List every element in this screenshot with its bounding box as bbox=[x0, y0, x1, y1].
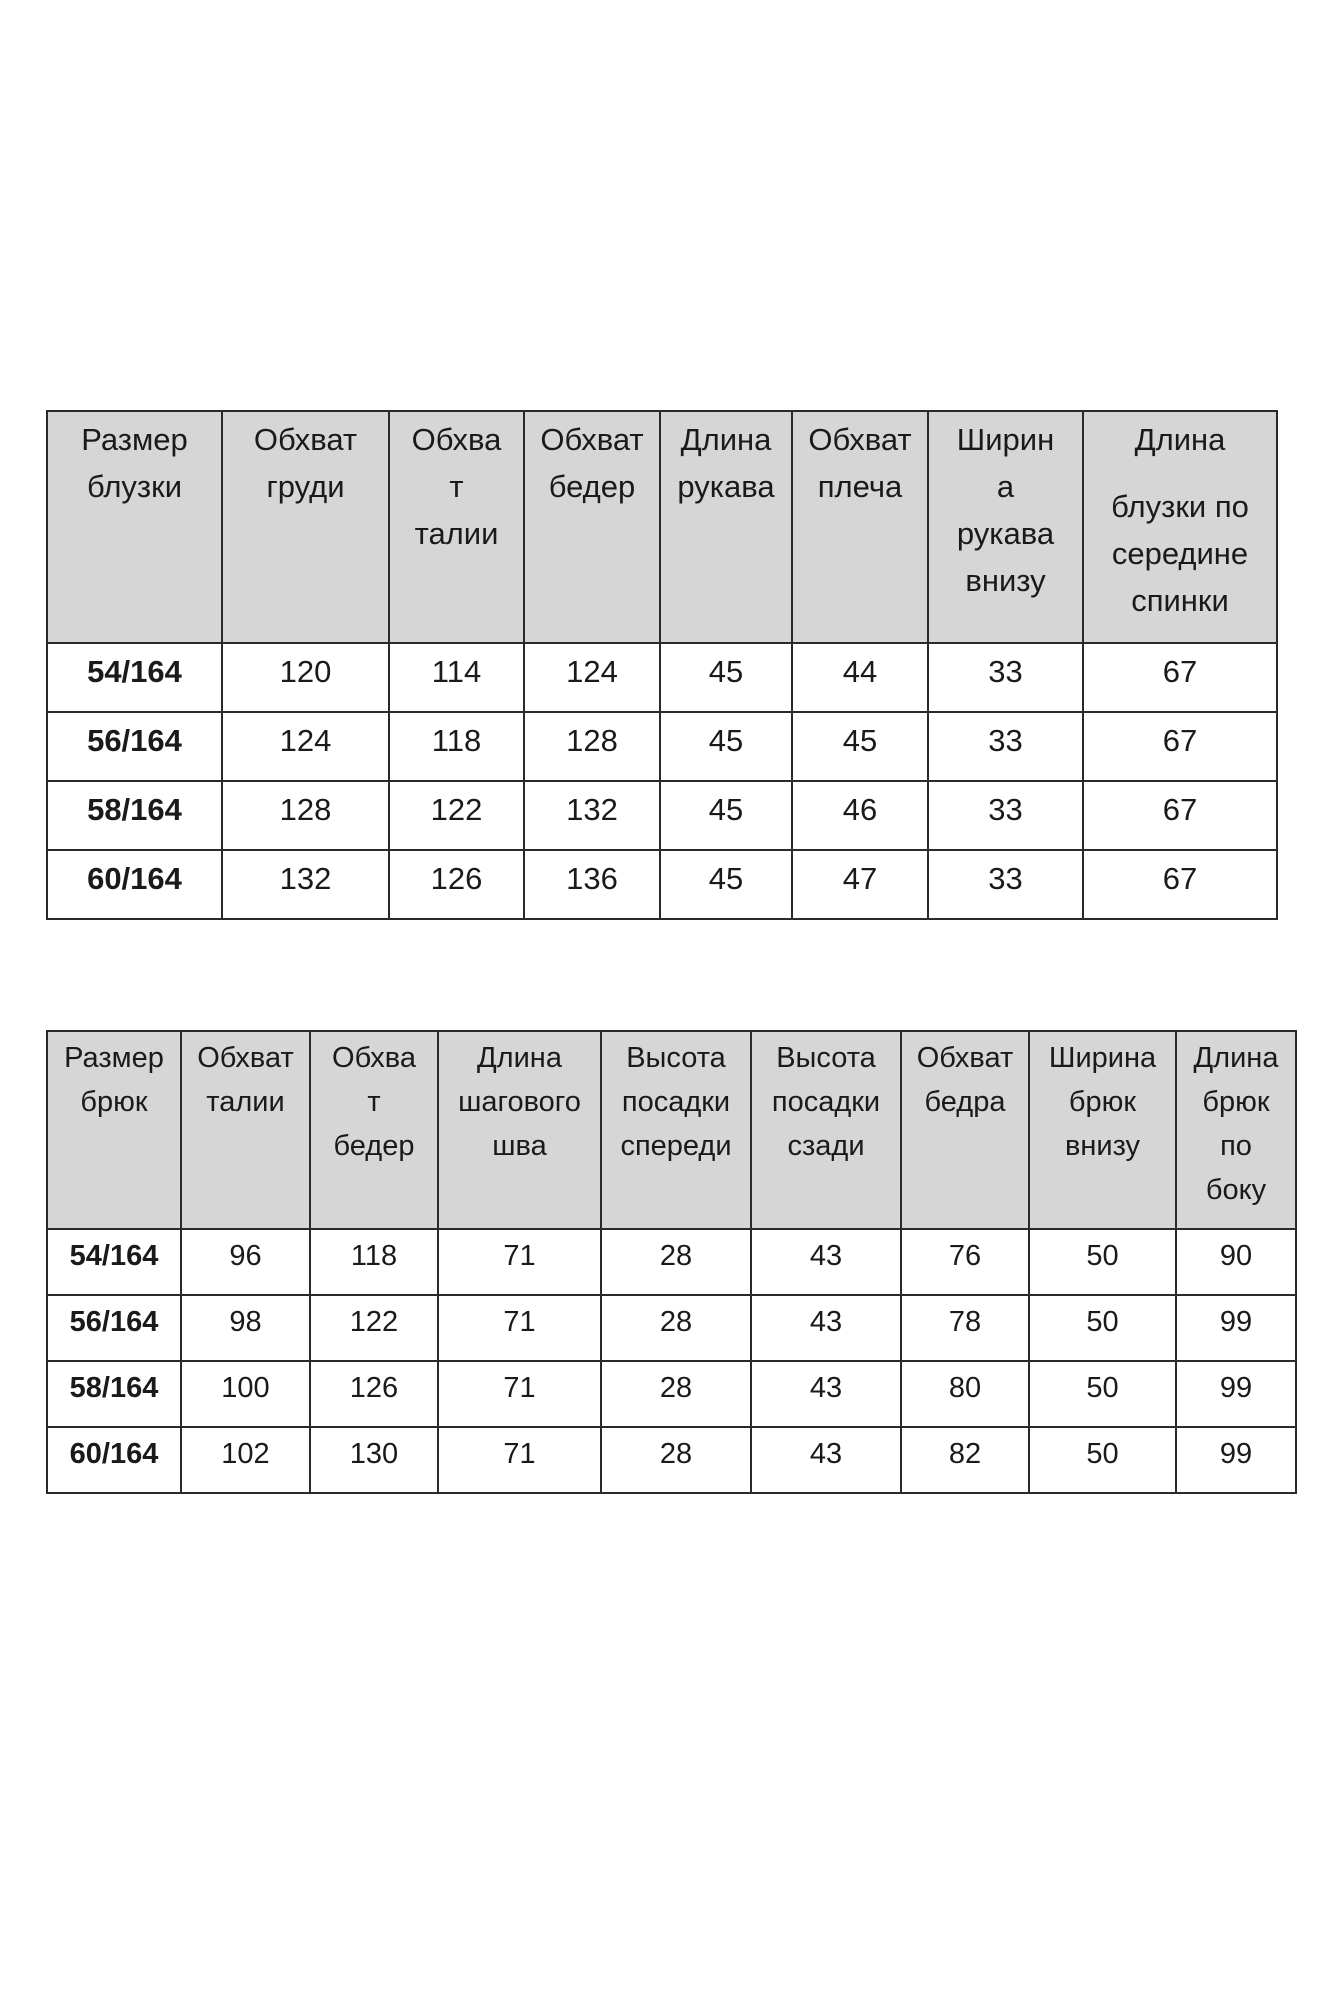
trousers-header-hem-width: Ширина брюк внизу bbox=[1029, 1031, 1176, 1229]
blouse-size-table bbox=[46, 410, 1278, 920]
table-cell: 78 bbox=[901, 1295, 1029, 1361]
table-cell: 33 bbox=[928, 643, 1083, 712]
size-cell: 54/164 bbox=[47, 1229, 181, 1295]
table-cell: 76 bbox=[901, 1229, 1029, 1295]
trousers-header-hips: Обхва т бедер bbox=[310, 1031, 438, 1229]
table-cell: 46 bbox=[792, 781, 928, 850]
size-cell: 58/164 bbox=[47, 781, 222, 850]
table-cell: 67 bbox=[1083, 850, 1277, 919]
table-cell: 100 bbox=[181, 1361, 310, 1427]
table-cell: 118 bbox=[389, 712, 524, 781]
table-cell: 99 bbox=[1176, 1361, 1296, 1427]
table-cell: 33 bbox=[928, 712, 1083, 781]
table-cell: 71 bbox=[438, 1229, 601, 1295]
table-cell: 71 bbox=[438, 1295, 601, 1361]
table-row bbox=[47, 1229, 1296, 1295]
table-cell: 128 bbox=[524, 712, 660, 781]
table-cell: 33 bbox=[928, 850, 1083, 919]
blouse-header-chest: Обхват груди bbox=[222, 411, 389, 643]
table-cell: 33 bbox=[928, 781, 1083, 850]
blouse-header-sleeve-width: Ширин а рукава внизу bbox=[928, 411, 1083, 643]
table-cell: 136 bbox=[524, 850, 660, 919]
blouse-header-size: Размер блузки bbox=[47, 411, 222, 643]
table-cell: 45 bbox=[792, 712, 928, 781]
table-cell: 28 bbox=[601, 1229, 751, 1295]
table-cell: 47 bbox=[792, 850, 928, 919]
table-row bbox=[47, 1427, 1296, 1493]
trousers-header-back-rise: Высота посадки сзади bbox=[751, 1031, 901, 1229]
table-cell: 80 bbox=[901, 1361, 1029, 1427]
size-cell: 58/164 bbox=[47, 1361, 181, 1427]
table-cell: 126 bbox=[310, 1361, 438, 1427]
table-cell: 50 bbox=[1029, 1295, 1176, 1361]
table-cell: 50 bbox=[1029, 1427, 1176, 1493]
table-cell: 67 bbox=[1083, 712, 1277, 781]
table-cell: 96 bbox=[181, 1229, 310, 1295]
table-cell: 122 bbox=[389, 781, 524, 850]
table-cell: 102 bbox=[181, 1427, 310, 1493]
trousers-header-row bbox=[47, 1031, 1296, 1229]
table-cell: 45 bbox=[660, 643, 792, 712]
table-cell: 126 bbox=[389, 850, 524, 919]
blouse-header-waist: Обхва т талии bbox=[389, 411, 524, 643]
table-cell: 132 bbox=[524, 781, 660, 850]
table-cell: 67 bbox=[1083, 781, 1277, 850]
table-cell: 99 bbox=[1176, 1427, 1296, 1493]
table-cell: 90 bbox=[1176, 1229, 1296, 1295]
size-cell: 54/164 bbox=[47, 643, 222, 712]
table-cell: 43 bbox=[751, 1427, 901, 1493]
blouse-header-shoulder: Обхват плеча bbox=[792, 411, 928, 643]
table-row bbox=[47, 850, 1277, 919]
table-cell: 67 bbox=[1083, 643, 1277, 712]
table-row bbox=[47, 643, 1277, 712]
trousers-size-table bbox=[46, 1030, 1297, 1494]
table-cell: 98 bbox=[181, 1295, 310, 1361]
table-cell: 28 bbox=[601, 1427, 751, 1493]
table-cell: 45 bbox=[660, 781, 792, 850]
table-cell: 71 bbox=[438, 1361, 601, 1427]
table-cell: 82 bbox=[901, 1427, 1029, 1493]
table-cell: 124 bbox=[222, 712, 389, 781]
trousers-header-size: Размер брюк bbox=[47, 1031, 181, 1229]
table-cell: 28 bbox=[601, 1361, 751, 1427]
size-cell: 56/164 bbox=[47, 1295, 181, 1361]
table-cell: 114 bbox=[389, 643, 524, 712]
table-cell: 45 bbox=[660, 712, 792, 781]
table-cell: 44 bbox=[792, 643, 928, 712]
table-cell: 71 bbox=[438, 1427, 601, 1493]
blouse-header-back-length: Длина блузки по середине спинки bbox=[1083, 411, 1277, 643]
trousers-header-side-length: Длина брюк по боку bbox=[1176, 1031, 1296, 1229]
table-cell: 130 bbox=[310, 1427, 438, 1493]
blouse-header-sleeve-length: Длина рукава bbox=[660, 411, 792, 643]
table-row bbox=[47, 1295, 1296, 1361]
table-cell: 118 bbox=[310, 1229, 438, 1295]
table-cell: 124 bbox=[524, 643, 660, 712]
trousers-header-front-rise: Высота посадки спереди bbox=[601, 1031, 751, 1229]
table-cell: 50 bbox=[1029, 1229, 1176, 1295]
table-cell: 45 bbox=[660, 850, 792, 919]
table-cell: 128 bbox=[222, 781, 389, 850]
trousers-header-waist: Обхват талии bbox=[181, 1031, 310, 1229]
table-cell: 28 bbox=[601, 1295, 751, 1361]
table-row bbox=[47, 781, 1277, 850]
table-cell: 122 bbox=[310, 1295, 438, 1361]
table-cell: 99 bbox=[1176, 1295, 1296, 1361]
blouse-header-row bbox=[47, 411, 1277, 643]
trousers-header-inseam: Длина шагового шва bbox=[438, 1031, 601, 1229]
size-cell: 60/164 bbox=[47, 1427, 181, 1493]
table-cell: 43 bbox=[751, 1295, 901, 1361]
size-cell: 60/164 bbox=[47, 850, 222, 919]
table-cell: 43 bbox=[751, 1361, 901, 1427]
table-cell: 50 bbox=[1029, 1361, 1176, 1427]
blouse-header-hips: Обхват бедер bbox=[524, 411, 660, 643]
table-cell: 120 bbox=[222, 643, 389, 712]
table-row bbox=[47, 712, 1277, 781]
table-row bbox=[47, 1361, 1296, 1427]
size-cell: 56/164 bbox=[47, 712, 222, 781]
table-cell: 132 bbox=[222, 850, 389, 919]
trousers-header-thigh: Обхват бедра bbox=[901, 1031, 1029, 1229]
table-cell: 43 bbox=[751, 1229, 901, 1295]
